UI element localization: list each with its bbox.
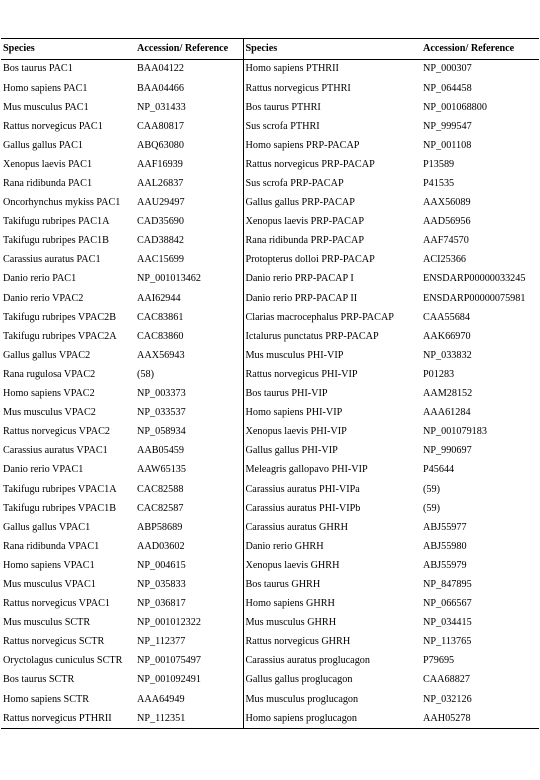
cell-species-left: Mus musculus PAC1 [3,101,89,113]
table-row [1,404,539,423]
cell-accession-right: NP_001079183 [423,426,487,438]
cell-accession-right: NP_034415 [423,617,472,629]
cell-species-left: Takifugu rubripes PAC1B [3,235,109,247]
cell-accession-left: CAC82588 [137,483,184,495]
cell-species-right: Bos taurus PTHRI [243,98,421,117]
cell-accession-left: CAA80817 [137,120,184,132]
cell-accession-right: ACI25366 [423,254,467,266]
table-row [1,327,539,346]
table-row [1,556,539,575]
cell-accession-left: NP_033537 [137,407,186,419]
cell-species-left: Oryctolagus cuniculus SCTR [3,655,123,667]
cell-species-right: Protopterus dolloi PRP-PACAP [243,251,421,270]
table-row [1,346,539,365]
cell-accession-left: BAA04122 [137,63,184,75]
cell-species-right: Xenopus laevis PHI-VIP [243,423,421,442]
cell-accession-left: NP_112351 [135,709,243,729]
table-body [1,60,539,729]
table-row [1,633,539,652]
table-row [1,652,539,671]
cell-species-left: Takifugu rubripes VPAC2B [3,311,117,323]
cell-species-left: Bos taurus SCTR [3,674,75,686]
table-row [1,117,539,136]
cell-species-right: Carassius auratus PHI-VIPa [243,480,421,499]
cell-accession-left: AAF16939 [137,158,183,170]
cell-species-right: Rattus norvegicus PRP-PACAP [243,155,421,174]
cell-species-right: Carassius auratus proglucagon [243,652,421,671]
cell-species-left: Oncorhynchus mykiss PAC1 [3,197,121,209]
cell-species-right: Clarias macrocephalus PRP-PACAP [243,308,421,327]
table-row [1,155,539,174]
cell-species-right: Xenopus laevis PRP-PACAP [243,213,421,232]
cell-species-right: Xenopus laevis GHRH [243,556,421,575]
cell-accession-left: AAI62944 [137,292,181,304]
cell-accession-right: NP_847895 [423,578,472,590]
cell-accession-right: (59) [423,502,440,514]
table-header [1,39,539,60]
cell-species-right: Gallus gallus proglucagon [243,671,421,690]
header-row [1,39,539,60]
table-row [1,423,539,442]
cell-species-right: Danio rerio GHRH [243,537,421,556]
cell-species-left: Rattus norvegicus PTHRII [1,709,135,729]
cell-species-right: Danio rerio PRP-PACAP I [243,270,421,289]
table-row [1,461,539,480]
table-row [1,175,539,194]
cell-accession-left: CAC82587 [137,502,184,514]
table-row [1,79,539,98]
cell-species-left: Gallus gallus VPAC1 [3,521,91,533]
cell-accession-left: NP_031433 [137,101,186,113]
cell-species-right: Homo sapiens PTHRII [243,60,421,80]
cell-accession-right: NP_064458 [423,82,472,94]
cell-species-left: Rattus norvegicus VPAC2 [3,426,110,438]
cell-species-left: Rana ridibunda PAC1 [3,178,93,189]
table-row [1,270,539,289]
cell-species-right: Rattus norvegicus PHI-VIP [243,366,421,385]
cell-accession-right: CAA55684 [423,311,470,323]
cell-species-left: Rattus norvegicus VPAC1 [3,598,110,610]
table-row [1,136,539,155]
cell-accession-left: AAL26837 [137,178,184,189]
cell-accession-left: CAD38842 [137,235,184,247]
cell-accession-right: NP_001068800 [423,101,487,113]
cell-accession-left: ABP58689 [137,521,183,533]
table-row [1,671,539,690]
cell-accession-left: BAA04466 [137,82,184,94]
cell-species-right: Rana ridibunda PRP-PACAP [243,232,421,251]
table-row [1,385,539,404]
cell-accession-right: NP_033832 [423,349,472,361]
table-row [1,595,539,614]
table-row [1,499,539,518]
cell-accession-right: NP_990697 [423,445,472,457]
cell-species-right: Gallus gallus PRP-PACAP [243,194,421,213]
cell-species-right: Mus musculus PHI-VIP [243,346,421,365]
cell-accession-right: AAM28152 [423,388,473,400]
cell-accession-left: CAC83861 [137,311,184,323]
cell-accession-right: ENSDARP00000033245 [423,273,526,285]
header-species-right: Species [243,39,421,60]
cell-species-left: Homo sapiens PAC1 [3,82,88,94]
cell-species-left: Mus musculus VPAC1 [3,578,96,590]
cell-species-left: Rattus norvegicus PAC1 [3,120,103,132]
cell-accession-left: AAX56943 [137,349,185,361]
cell-accession-left: ABQ63080 [137,139,184,151]
cell-accession-left: NP_003373 [137,388,186,400]
cell-accession-right: NP_066567 [423,598,472,610]
cell-species-left: Takifugu rubripes VPAC1A [3,483,117,495]
cell-accession-right: NP_032126 [423,693,472,705]
table-row [1,98,539,117]
table-row [1,308,539,327]
table-row [1,289,539,308]
cell-species-left: Takifugu rubripes VPAC2A [3,330,117,342]
cell-species-right: Mus musculus proglucagon [243,690,421,709]
cell-species-right: Carassius auratus PHI-VIPb [243,499,421,518]
cell-accession-right: ABJ55977 [423,521,467,533]
cell-species-left: Homo sapiens SCTR [3,693,90,705]
cell-species-left: Danio rerio VPAC1 [3,464,84,476]
cell-accession-right: P41535 [423,178,455,189]
cell-accession-left: NP_036817 [137,598,186,610]
table-row [1,442,539,461]
cell-species-right: Homo sapiens PRP-PACAP [243,136,421,155]
cell-accession-left: NP_004615 [137,559,186,571]
table-row [1,251,539,270]
table-row [1,480,539,499]
accession-table [1,38,539,729]
cell-accession-right: AAF74570 [423,235,469,247]
header-species-left: Species [1,39,135,60]
cell-accession-left: AAU29497 [137,197,185,209]
cell-accession-left: NP_058934 [137,426,186,438]
table-row [1,614,539,633]
cell-accession-left: CAC83860 [137,330,184,342]
cell-species-left: Mus musculus VPAC2 [3,407,96,419]
cell-species-left: Homo sapiens VPAC1 [3,559,95,571]
cell-species-left: Xenopus laevis PAC1 [3,158,93,170]
cell-accession-right: NP_000307 [423,63,472,75]
cell-accession-right: AAH05278 [421,709,539,729]
table-row [1,709,539,729]
cell-accession-left: NP_001013462 [137,273,201,285]
cell-accession-right: AAD56956 [423,216,471,228]
cell-accession-right: CAA68827 [423,674,470,686]
cell-accession-right: P13589 [423,158,455,170]
cell-accession-right: (59) [423,483,440,495]
cell-species-left: Carassius auratus PAC1 [3,254,101,266]
cell-species-left: Rana ridibunda VPAC1 [3,540,100,552]
cell-accession-left: AAD03602 [137,540,185,552]
cell-species-right: Gallus gallus PHI-VIP [243,442,421,461]
cell-accession-left: (58) [137,368,154,380]
cell-accession-left: NP_001075497 [137,655,201,667]
cell-accession-left: AAA64949 [137,693,185,705]
cell-species-left: Takifugu rubripes PAC1A [3,216,110,228]
cell-accession-left: NP_001012322 [137,617,201,629]
cell-species-left: Danio rerio PAC1 [3,273,77,285]
cell-accession-left: NP_001092491 [137,674,201,686]
cell-species-right: Ictalurus punctatus PRP-PACAP [243,327,421,346]
cell-accession-right: ENSDARP00000075981 [423,292,526,304]
cell-accession-right: NP_999547 [423,120,472,132]
cell-accession-right: AAK66970 [423,330,471,342]
table-row [1,366,539,385]
cell-accession-left: AAB05459 [137,445,184,457]
cell-accession-left: CAD35690 [137,216,184,228]
cell-species-left: Rattus norvegicus SCTR [3,636,105,648]
table-row [1,60,539,80]
cell-accession-left: NP_112377 [137,636,186,648]
header-accession-left: Accession/ Reference [135,39,243,60]
cell-species-left: Gallus gallus VPAC2 [3,349,91,361]
cell-species-left: Takifugu rubripes VPAC1B [3,502,117,514]
cell-species-right: Homo sapiens GHRH [243,595,421,614]
cell-species-right: Rattus norvegicus PTHRI [243,79,421,98]
cell-accession-left: AAC15699 [137,254,184,266]
cell-accession-left: AAW65135 [137,464,186,476]
table-row [1,576,539,595]
cell-species-right: Rattus norvegicus GHRH [243,633,421,652]
cell-species-left: Rana rugulosa VPAC2 [3,368,96,380]
cell-species-right: Homo sapiens PHI-VIP [243,404,421,423]
cell-accession-right: NP_001108 [423,139,472,151]
cell-accession-right: P79695 [423,655,455,667]
cell-accession-right: ABJ55979 [423,559,467,571]
cell-species-left: Homo sapiens VPAC2 [3,388,95,400]
cell-species-left: Mus musculus SCTR [3,617,91,629]
cell-species-right: Bos taurus PHI-VIP [243,385,421,404]
cell-species-right: Homo sapiens proglucagon [243,709,421,729]
cell-accession-right: AAX56089 [423,197,471,209]
cell-accession-right: AAA61284 [423,407,471,419]
cell-accession-right: P01283 [423,368,455,380]
table-row [1,690,539,709]
table-row [1,232,539,251]
cell-species-right: Mus musculus GHRH [243,614,421,633]
cell-species-right: Sus scrofa PTHRI [243,117,421,136]
cell-species-left: Bos taurus PAC1 [3,63,73,75]
cell-species-right: Meleagris gallopavo PHI-VIP [243,461,421,480]
cell-species-left: Gallus gallus PAC1 [3,139,84,151]
table-row [1,194,539,213]
cell-species-right: Danio rerio PRP-PACAP II [243,289,421,308]
header-accession-right: Accession/ Reference [421,39,539,60]
cell-species-right: Sus scrofa PRP-PACAP [243,175,421,194]
cell-species-left: Danio rerio VPAC2 [3,292,84,304]
table-row [1,537,539,556]
cell-species-right: Carassius auratus GHRH [243,518,421,537]
cell-accession-right: ABJ55980 [423,540,467,552]
table-row [1,213,539,232]
cell-accession-right: NP_113765 [423,636,472,648]
cell-species-right: Bos taurus GHRH [243,576,421,595]
cell-accession-right: P45644 [423,464,455,476]
cell-accession-left: NP_035833 [137,578,186,590]
table-row [1,518,539,537]
cell-species-left: Carassius auratus VPAC1 [3,445,108,457]
